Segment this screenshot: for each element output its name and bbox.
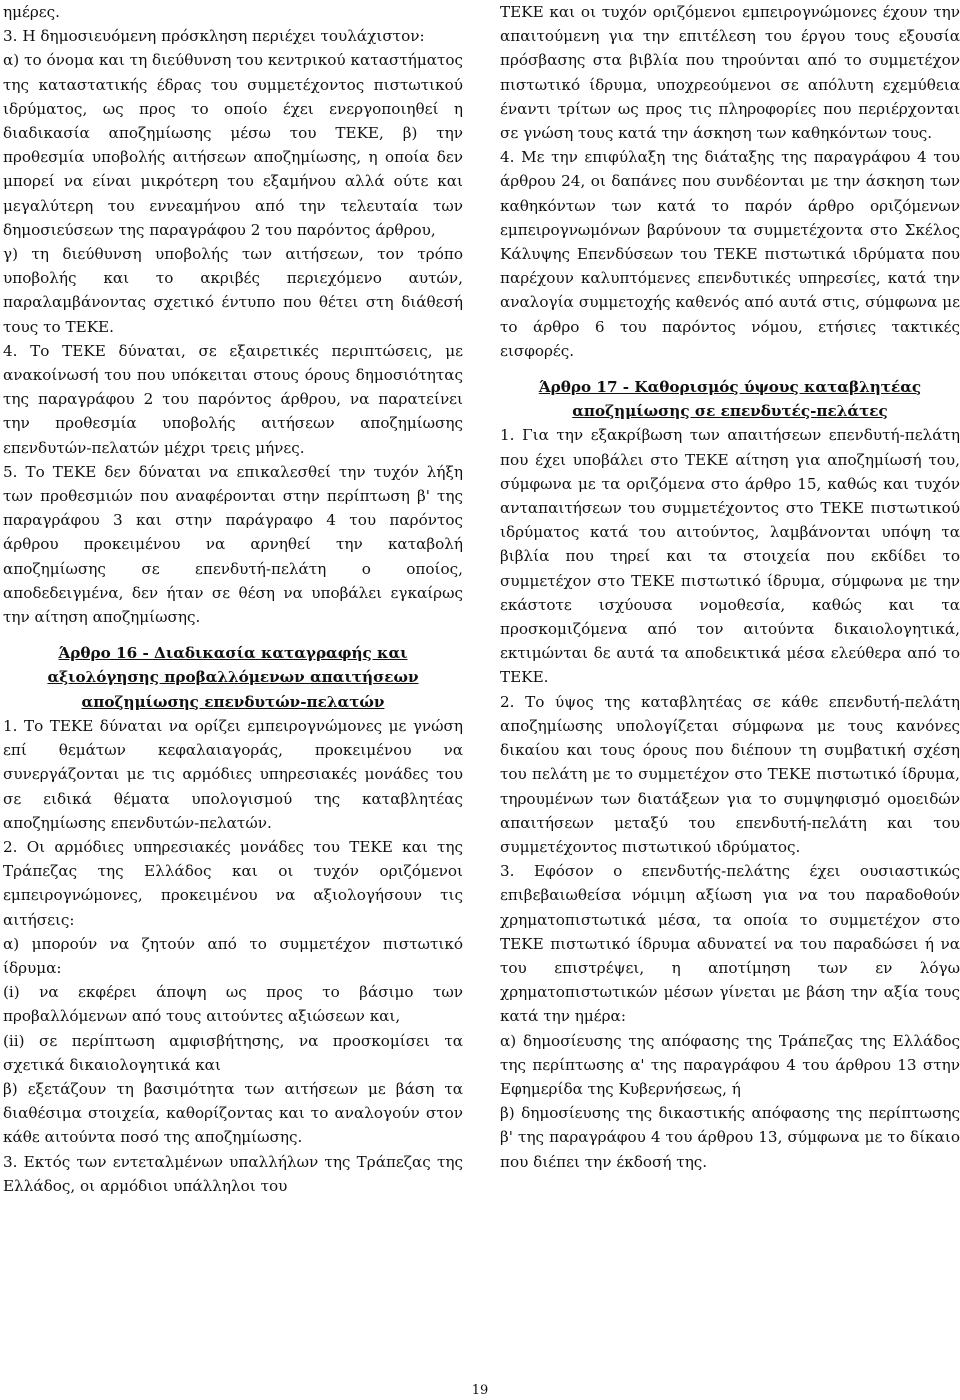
paragraph: (ii) σε περίπτωση αμφισβήτησης, να προσκομίσει τα σχετικά δικαιολογητικά και [3,1031,463,1074]
page-number: 19 [471,1383,489,1398]
paragraph: γ) τη διεύθυνση υποβολής των αιτήσεων, τον τρόπο υποβολής και το ακριβές περιεχόμενο αυτών, παραλαμβάνοντας σχετικό έντυπο που θέτει στη διάθεσή τους το ΤΕΚΕ. [3,245,463,336]
paragraph: 4. Με την επιφύλαξη της διάταξης της παραγράφου 4 του άρθρου 24, οι δαπάνες που συνδέονται με την άσκηση των καθηκόντων των κατά το παρόν άρθρο οριζόμενων εμπειρογνωμόνων βαρύνουν τα συμμετέχοντα στο Σκέλος Κάλυψης Επενδύσεων του ΤΕΚΕ πιστωτικά ιδρύματα που παρέχουν καλυπτόμενες επενδυτικές υπηρεσίες, κατά την αναλογία συμμετοχής καθενός από αυτά στις, σύμφωνα με το άρθρο 6 του παρόντος νόμου, ετήσιες τακτικές εισφορές. [500,148,960,360]
paragraph: 2. Οι αρμόδιες υπηρεσιακές μονάδες του ΤΕΚΕ και της Τράπεζας της Ελλάδος και οι τυχόν οριζόμενοι εμπειρογνώμονες, προκειμένου να αξιολογήσουν τις αιτήσεις: [3,837,463,929]
paragraph: β) εξετάζουν τη βασιμότητα των αιτήσεων με βάση τα διαθέσιμα στοιχεία, καθορίζοντας και το αναλογούν στον κάθε αιτούντα ποσό της αποζημίωσης. [3,1079,463,1147]
paragraph: 3. Εκτός των εντεταλμένων υπαλλήλων της Τράπεζας της Ελλάδος, οι αρμόδιοι υπάλληλοι του [3,1152,463,1195]
right-column [500,0,960,1174]
paragraph: 3. Η δημοσιευόμενη πρόσκληση περιέχει τουλάχιστον: [3,27,425,46]
paragraph: (i) να εκφέρει άποψη ως προς το βάσιμο των προβαλλόμενων από τους αιτούντες αξιώσεων και, [3,983,463,1026]
paragraph: α) δημοσίευσης της απόφασης της Τράπεζας της Ελλάδος της περίπτωσης α' της παραγράφου 4 του άρθρου 13 στην Εφημερίδα της Κυβερνήσεως, ή [500,1031,960,1098]
paragraph: 4. Το ΤΕΚΕ δύναται, σε εξαιρετικές περιπτώσεις, με ανακοίνωσή του που υπόκειται στους όρους δημοσιότητας της παραγράφου 2 του παρόντος άρθρου, να παρατείνει την προθεσμία υποβολής αιτήσεων αποζημίωσης επενδυτών-πελατών μέχρι τρεις μήνες. [3,341,463,457]
paragraph: 3. Εφόσον ο επενδυτής-πελάτης έχει ουσιαστικώς επιβεβαιωθείσα νόμιμη αξίωση για να του παραδοθούν χρηματοπιστωτικά μέσα, τα οποία το συμμετέχον στο ΤΕΚΕ πιστωτικό ίδρυμα αδυνατεί να του παραδώσει ή να του επιστρέψει, η αποτίμηση των εν λόγω χρηματοπιστωτικών μέσων γίνεται με βάση την αξία τους κατά την ημέρα: [500,862,960,1026]
paragraph: ΤΕΚΕ και οι τυχόν οριζόμενοι εμπειρογνώμονες έχουν την απαιτούμενη για την επιτέλεση του έργου τους εξουσία πρόσβασης στα βιβλία που τηρούνται από το συμμετέχον πιστωτικό ίδρυμα, υποχρεούμενοι σε απόλυτη εχεμύθεια έναντι τρίτων ως προς τις πληροφορίες που περιέρχονται σε γνώση τους κατά την άσκηση των καθηκόντων τους. [500,3,960,143]
article-16-heading: Άρθρο 16 - Διαδικασία καταγραφής και αξιολόγησης προβαλλόμενων απαιτήσεων αποζημίωσης επενδυτών-πελατών [47,644,419,711]
left-column [3,0,463,1198]
paragraph: 5. Το ΤΕΚΕ δεν δύναται να επικαλεσθεί την τυχόν λήξη των προθεσμιών που αναφέρονται στην περίπτωση β' της παραγράφου 3 και στην παράγραφο 4 του παρόντος άρθρου προκειμένου να αρνηθεί την καταβολή αποζημίωσης σε επενδυτή-πελάτη ο οποίος, αποδεδειγμένα, δεν ήταν σε θέση να υποβάλει εγκαίρως την αίτηση αποζημίωσης. [3,462,463,627]
paragraph: β) δημοσίευσης της δικαστικής απόφασης της περίπτωσης β' της παραγράφου 4 του άρθρου 13, σύμφωνα με το δίκαιο που διέπει την έκδοσή της. [500,1104,960,1171]
paragraph: 1. Για την εξακρίβωση των απαιτήσεων επενδυτή-πελάτη που έχει υποβάλει στο ΤΕΚΕ αίτηση για αποζημίωσή του, σύμφωνα με τα οριζόμενα στο άρθρο 15, καθώς και τυχόν ανταπαιτήσεων του συμμετέχοντος στο ΤΕΚΕ πιστωτικού ιδρύματος κατά του αιτούντος, λαμβάνονται υπόψη τα βιβλία που τηρεί και τα στοιχεία που εκδίδει το συμμετέχον στο ΤΕΚΕ πιστωτικό ίδρυμα, σύμφωνα με την εκάστοτε ισχύουσα νομοθεσία, καθώς και τα προσκομιζόμενα από τον αιτούντα δικαιολογητικά, εκτιμώνται δε αυτά τα αποδεικτικά μέσα ελεύθερα από το ΤΕΚΕ. [500,426,960,687]
paragraph: 1. Το ΤΕΚΕ δύναται να ορίζει εμπειρογνώμονες με γνώση επί θεμάτων κεφαλαιαγοράς, προκειμένου να συνεργάζονται με τις αρμόδιες υπηρεσιακές μονάδες του σε ειδικά θέματα υπολογισμού της καταβλητέας αποζημίωσης επενδυτών-πελατών. [3,716,463,832]
paragraph: 2. Το ύψος της καταβλητέας σε κάθε επενδυτή-πελάτη αποζημίωσης υπολογίζεται σύμφωνα με τους κανόνες δικαίου και τους όρους που διέπουν τη συμβατική σχέση του πελάτη με το συμμετέχον στο ΤΕΚΕ πιστωτικό ίδρυμα, τηρουμένων των διατάξεων για το συμψηφισμό ομοειδών απαιτήσεων μεταξύ του επενδυτή-πελάτη και του συμμετέχοντος πιστωτικού ιδρύματος. [500,692,960,856]
paragraph: ημέρες. [3,3,60,21]
article-17-heading: Άρθρο 17 - Καθορισμός ύψους καταβλητέας αποζημίωσης σε επενδυτές-πελάτες [538,378,922,421]
paragraph: α) μπορούν να ζητούν από το συμμετέχον πιστωτικό ίδρυμα: [3,934,463,977]
paragraph: α) το όνομα και τη διεύθυνση του κεντρικού καταστήματος της καταστατικής έδρας του συμμετέχοντος πιστωτικού ιδρύματος, ως προς το οποίο έχει ενεργοποιηθεί η διαδικασία αποζημίωσης μέσω του ΤΕΚΕ, β) την προθεσμία υποβολής αιτήσεων αποζημίωσης, η οποία δεν μπορεί να είναι μικρότερη του εξαμήνου αλλά ούτε και μεγαλύτερη του εννεαμήνου από την τελευταία των δημοσιεύσεων της παραγράφου 2 του παρόντος άρθρου, [3,51,463,239]
